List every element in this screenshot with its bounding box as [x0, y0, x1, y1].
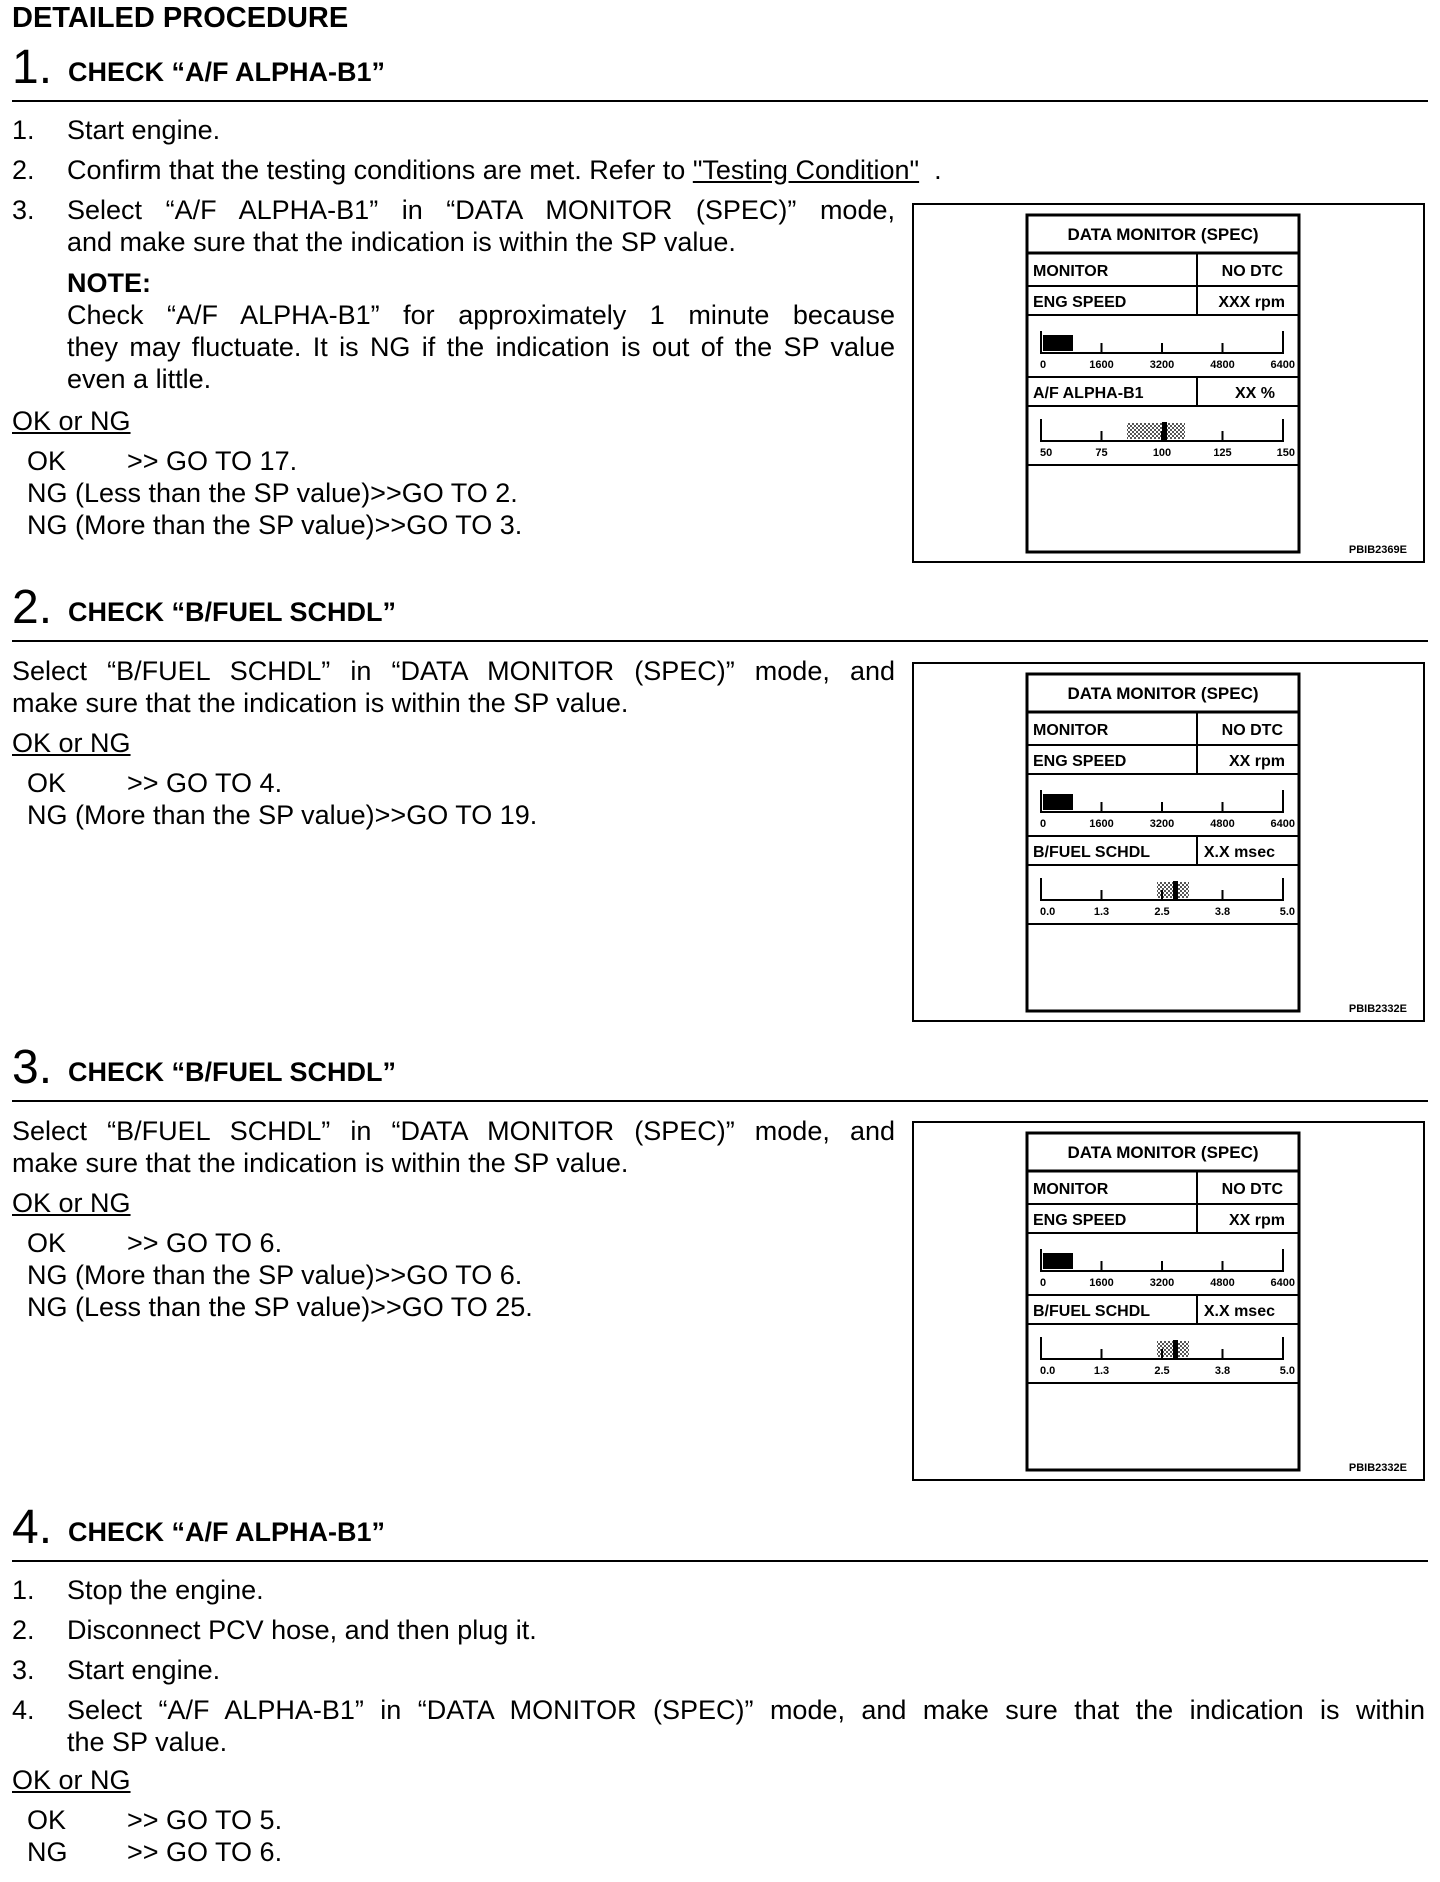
param-scale-tick-label: 2.5: [1154, 906, 1170, 918]
data-monitor-figure: [912, 203, 1425, 563]
note-text: Check “A/F ALPHA-B1” for approximately 1 minute because they may fluctuate. It is NG if the indication is out of the SP value even a little.: [67, 300, 895, 394]
param-scale-tick-label: 125: [1213, 447, 1232, 459]
list-item-text: Select “A/F ALPHA-B1” in “DATA MONITOR (SPEC)” mode, and make sure that the indication is within the SP value.: [67, 195, 895, 257]
result-value: >> GO TO 6.: [127, 1228, 283, 1258]
step-1-header: [12, 40, 1428, 102]
eng-speed-value: XXX rpm: [1218, 294, 1285, 311]
param-scale-tick-label: 3.8: [1214, 906, 1231, 918]
rpm-scale-tick-label: 3200: [1149, 818, 1175, 830]
result-key: OK: [27, 446, 67, 476]
list-item-number: 2.: [12, 1615, 35, 1645]
monitor-header: DATA MONITOR (SPEC): [1067, 684, 1259, 703]
step-text: Select “B/FUEL SCHDL” in “DATA MONITOR (SPEC)” mode, and make sure that the indication is within the SP value.: [12, 1116, 895, 1178]
monitor-header: DATA MONITOR (SPEC): [1067, 1143, 1259, 1162]
list-item-text: Start engine.: [67, 1655, 221, 1685]
eng-speed-value: XX rpm: [1228, 1212, 1285, 1229]
list-item-text: Select “A/F ALPHA-B1” in “DATA MONITOR (SPEC)” mode, and make sure that the indication is within the SP value.: [67, 1695, 1425, 1757]
step-title: CHECK “B/FUEL SCHDL”: [68, 597, 397, 627]
step-3-header: [12, 1040, 1428, 1102]
param-label: B/FUEL SCHDL: [1033, 844, 1151, 861]
dtc-status: NO DTC: [1221, 722, 1283, 739]
param-value: X.X msec: [1203, 1303, 1275, 1320]
rpm-scale-bar-fill: [1043, 1253, 1073, 1269]
step-text: Select “B/FUEL SCHDL” in “DATA MONITOR (SPEC)” mode, and make sure that the indication is within the SP value.: [12, 656, 895, 718]
list-item-number: 3.: [12, 1655, 35, 1685]
list-item-number: 4.: [12, 1695, 35, 1725]
param-scale-tick-label: 100: [1152, 447, 1172, 459]
step-number: 2.: [12, 581, 53, 634]
monitor-label: MONITOR: [1033, 263, 1109, 280]
result-key: NG: [27, 1837, 68, 1867]
rpm-scale-tick-label: 6400: [1270, 818, 1295, 830]
page-title: DETAILED PROCEDURE: [12, 2, 349, 34]
result-line: NG (Less than the SP value)>>GO TO 2.: [27, 478, 518, 508]
result-key: OK: [27, 1805, 67, 1835]
rpm-scale-tick-label: 6400: [1270, 1277, 1295, 1289]
param-scale-indicator: [1173, 881, 1178, 899]
figure-svg: [914, 664, 1423, 1020]
result-key: OK: [27, 1228, 67, 1258]
rpm-scale-tick-label: 3200: [1149, 359, 1175, 371]
step-title: CHECK “A/F ALPHA-B1”: [68, 57, 385, 87]
rpm-scale-tick-label: 0: [1040, 818, 1047, 830]
result-value: >> GO TO 6.: [127, 1837, 283, 1867]
list-item-text: Confirm that the testing conditions are met. Refer to "Testing Condition" .: [67, 155, 942, 185]
param-scale-sp-range: [1127, 423, 1185, 439]
param-scale-tick-label: 0.0: [1040, 906, 1056, 918]
testing-condition-link[interactable]: "Testing Condition": [692, 155, 920, 185]
list-item-number: 1.: [12, 115, 35, 145]
ok-or-ng-label: OK or NG: [12, 406, 131, 436]
list-item-text: Disconnect PCV hose, and then plug it.: [67, 1615, 537, 1645]
list-item-text: Stop the engine.: [67, 1575, 264, 1605]
rpm-scale-bar-fill: [1043, 335, 1073, 351]
param-scale-tick-label: 150: [1276, 447, 1295, 459]
rpm-scale-tick-label: 3200: [1149, 1277, 1175, 1289]
param-label: B/FUEL SCHDL: [1033, 1303, 1151, 1320]
rpm-scale-tick-label: 0: [1040, 1277, 1047, 1289]
param-value: XX %: [1234, 385, 1275, 402]
result-line: NG (More than the SP value)>>GO TO 6.: [27, 1260, 523, 1290]
figure-code: PBIB2332E: [1348, 1462, 1407, 1474]
step-title: CHECK “B/FUEL SCHDL”: [68, 1057, 397, 1087]
step-number: 4.: [12, 1501, 53, 1554]
result-value: >> GO TO 5.: [127, 1805, 283, 1835]
figure-svg: [914, 205, 1423, 561]
step-title: CHECK “A/F ALPHA-B1”: [68, 1517, 385, 1547]
ok-or-ng-label: OK or NG: [12, 728, 131, 758]
rpm-scale-tick-label: 4800: [1210, 359, 1235, 371]
param-scale-indicator: [1173, 1340, 1178, 1358]
param-label: A/F ALPHA-B1: [1033, 385, 1144, 402]
eng-speed-label: ENG SPEED: [1033, 753, 1127, 770]
rpm-scale-tick-label: 0: [1040, 359, 1047, 371]
param-scale-tick-label: 3.8: [1214, 1365, 1231, 1377]
param-scale-tick-label: 1.3: [1093, 906, 1110, 918]
list-item-number: 1.: [12, 1575, 35, 1605]
step-number: 3.: [12, 1041, 53, 1094]
result-line: NG (More than the SP value)>>GO TO 19.: [27, 800, 538, 830]
eng-speed-label: ENG SPEED: [1033, 294, 1127, 311]
param-scale-tick-label: 1.3: [1093, 1365, 1110, 1377]
param-scale-tick-label: 75: [1095, 447, 1108, 459]
figure-code: PBIB2332E: [1348, 1003, 1407, 1015]
rpm-scale-tick-label: 1600: [1089, 359, 1114, 371]
eng-speed-value: XX rpm: [1228, 753, 1285, 770]
eng-speed-label: ENG SPEED: [1033, 1212, 1127, 1229]
result-value: >> GO TO 17.: [127, 446, 298, 476]
rpm-scale-tick-label: 4800: [1210, 818, 1235, 830]
rpm-scale-tick-label: 1600: [1089, 818, 1114, 830]
list-item-text: Start engine.: [67, 115, 221, 145]
param-scale-tick-label: 5.0: [1279, 906, 1295, 918]
figure-code: PBIB2369E: [1348, 544, 1407, 556]
result-value: >> GO TO 4.: [127, 768, 283, 798]
step-4-header: [12, 1500, 1428, 1562]
result-key: OK: [27, 768, 67, 798]
monitor-header: DATA MONITOR (SPEC): [1067, 225, 1259, 244]
result-line: NG (More than the SP value)>>GO TO 3.: [27, 510, 523, 540]
list-item-number: 2.: [12, 155, 35, 185]
result-line: NG (Less than the SP value)>>GO TO 25.: [27, 1292, 533, 1322]
ok-or-ng-label: OK or NG: [12, 1765, 131, 1795]
step-2-header: [12, 580, 1428, 642]
monitor-label: MONITOR: [1033, 722, 1109, 739]
param-scale-tick-label: 50: [1040, 447, 1053, 459]
rpm-scale-tick-label: 6400: [1270, 359, 1295, 371]
note-label: NOTE:: [67, 268, 151, 298]
monitor-label: MONITOR: [1033, 1181, 1109, 1198]
param-scale-tick-label: 0.0: [1040, 1365, 1056, 1377]
figure-svg: [914, 1123, 1423, 1479]
rpm-scale-bar-fill: [1043, 794, 1073, 810]
dtc-status: NO DTC: [1221, 1181, 1283, 1198]
dtc-status: NO DTC: [1221, 263, 1283, 280]
step-number: 1.: [12, 41, 53, 94]
list-item-number: 3.: [12, 195, 35, 225]
param-scale-tick-label: 5.0: [1279, 1365, 1295, 1377]
param-value: X.X msec: [1203, 844, 1275, 861]
param-scale-tick-label: 2.5: [1154, 1365, 1170, 1377]
rpm-scale-tick-label: 4800: [1210, 1277, 1235, 1289]
data-monitor-figure: [912, 662, 1425, 1022]
data-monitor-figure: [912, 1121, 1425, 1481]
rpm-scale-tick-label: 1600: [1089, 1277, 1114, 1289]
ok-or-ng-label: OK or NG: [12, 1188, 131, 1218]
